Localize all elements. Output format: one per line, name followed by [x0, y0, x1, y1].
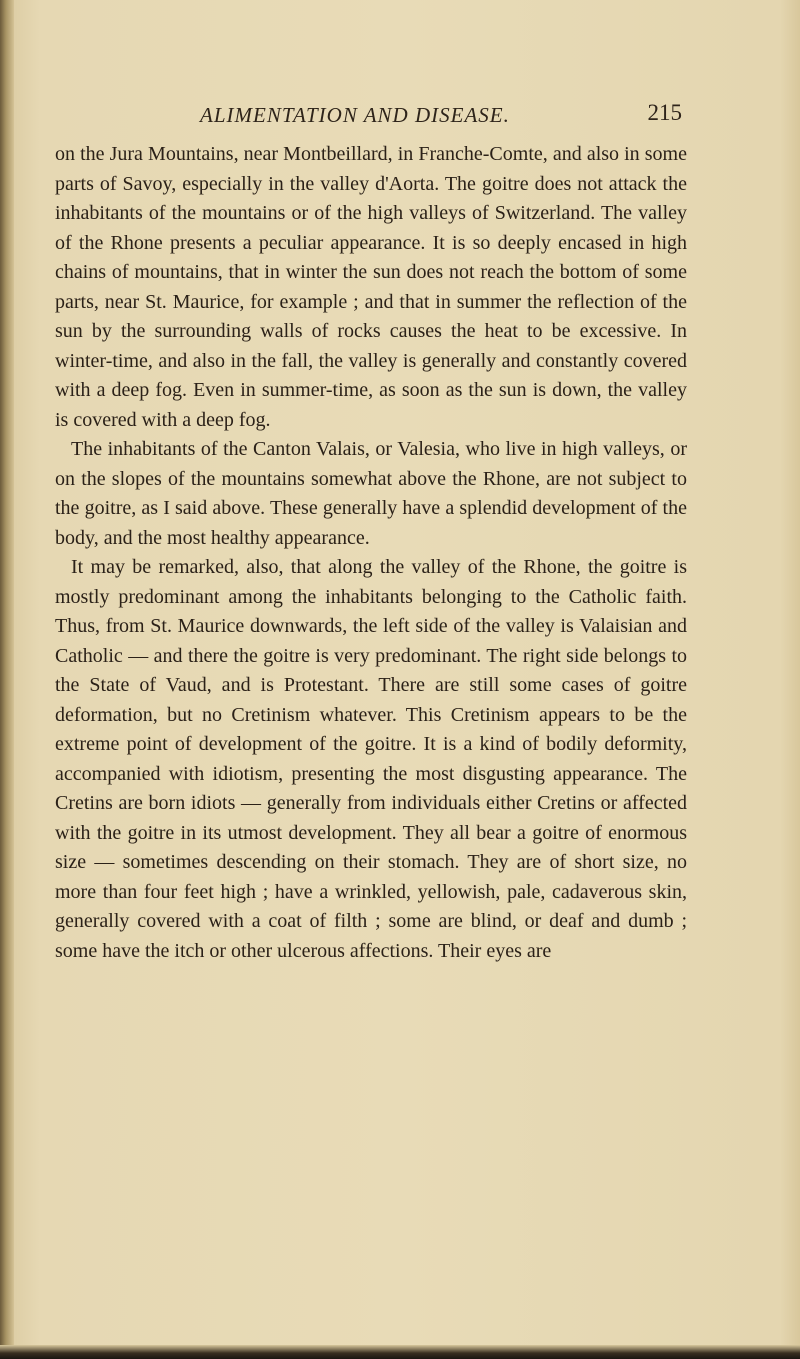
page-bottom-edge	[0, 1345, 800, 1359]
paragraph: It may be remarked, also, that along the valley of the Rhone, the goitre is mostly predominant among the inhabitants belonging to the Catholic faith. Thus, from St. Maurice downwards, the left side of the valley is Valaisian and Catholic — and there the goitre is very predominant. The right side belongs to the State of Vaud, and is Protestant. There are still some cases of goitre deformation, but no Cretinism whatever. This Cretinism appears to be the extreme point of development of the goitre. It is a kind of bodily deformity, accompanied with idiotism, presenting the most disgusting appearance. The Cretins are born idiots — generally from individuals either Cretins or affected with the goitre in its utmost development. They all bear a goitre of enormous size — sometimes descending on their stomach. They are of short size, no more than four feet high ; have a wrinkled, yellowish, pale, cadaverous skin, generally covered with a coat of filth ; some are blind, or deaf and dumb ; some have the itch or other ulcerous affections. Their eyes are	[55, 556, 687, 962]
page-gutter	[0, 0, 14, 1359]
body-text	[55, 140, 687, 966]
page-number: 215	[647, 100, 682, 125]
running-header	[200, 103, 680, 128]
paragraph: The inhabitants of the Canton Valais, or Valesia, who live in high valleys, or on the slopes of the mountains somewhat above the Rhone, are not subject to the goitre, as I said above. These generally have a splendid development of the body, and the most healthy appearance.	[55, 438, 687, 549]
running-title: ALIMENTATION AND DISEASE.	[200, 103, 510, 127]
paragraph-continued: on the Jura Mountains, near Montbeillard, in Franche-Comte, and also in some parts of Savoy, especially in the valley d'Aorta. The goitre does not attack the inhabitants of the mountains or of the high valleys of Switzerland. The valley of the Rhone presents a peculiar appearance. It is so deeply encased in high chains of mountains, that in winter the sun does not reach the bottom of some parts, near St. Maurice, for example ; and that in summer the reflection of the sun by the surrounding walls of rocks causes the heat to be excessive. In winter-time, and also in the fall, the valley is generally and constantly covered with a deep fog. Even in summer-time, as soon as the sun is down, the valley is covered with a deep fog.	[55, 143, 687, 431]
